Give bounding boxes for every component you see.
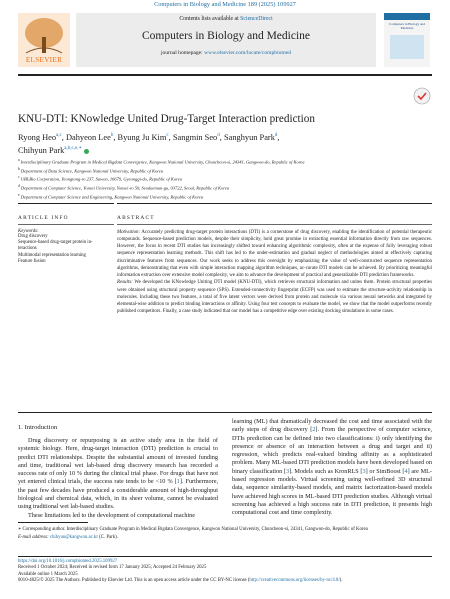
affiliation-item: $^b$ Department of Data Science, Kangwon National University, Republic of Korea [18,166,164,174]
corresponding-author-note: ∗ Corresponding author. Interdisciplinary Graduate Program in Medical Bigdata Convergence, Kangwon National University, Chuncheon-si, 24341, Gangwon-do, Republic of Korea [18,527,368,532]
author-affiliation-marker[interactable]: c [166,133,169,138]
citation-link[interactable]: 3 [285,467,290,475]
author-affiliation-marker[interactable]: a,c [56,133,62,138]
author-name[interactable]: Sanghyun Park [223,132,275,142]
abstract-text [117,229,432,316]
footnote [18,527,432,542]
intro-heading: 1. Introduction [18,424,58,431]
authors-line-1: Ryong Heo$^{a,c}$, Dahyeon Lee$^b$, Byung Ju Kim$^c$, Sangmin Seo$^d$, Sanghyun Park$^d$, [18,132,280,142]
elsevier-logo [18,13,70,67]
keyword-item: teractions [18,246,37,252]
journal-citation[interactable]: Computers in Biology and Medicine 189 (2025) 109927 [154,1,296,8]
article-history [18,559,432,585]
keyword-item: Multimodal representation learning [18,252,86,258]
cover-title: Computers in Biology and Medicine [389,22,425,30]
intro-column-1 [18,437,218,520]
license-link[interactable]: http://creativecommons.org/licenses/by-nc/4.0/ [249,578,340,584]
journal-cover[interactable] [384,13,430,67]
abstract-bottom-rule [18,412,432,413]
authors-line-2 [18,143,438,156]
journal-homepage: journal homepage: www.elsevier.com/locate/compbiomed [160,50,292,56]
sciencedirect-link[interactable]: ScienceDirect [240,16,273,22]
keyword-item: Sequence-based drug-target protein in- [18,240,93,245]
contents-line: Contents lists available at ScienceDirect [179,16,273,22]
cover-band [384,13,430,20]
results-text: We developed the KNowledge Uniting DTI model (KNU-DTI), which retrieves structural information and unites them. Protein structural properties were obtained using structural property sequence (SPS). Extended-connectivity fingerprint (ECFP) was used to estimate the structure-activity relationship in molecules. Including these two features, a total of five latent vectors were derived from protein and molecule via various neural networks and integrated by elemental-wise addition to predict binding interactions or affinity. Using four test concepts to evaluate the model, we show that the model outperforms recently published competitors. Finally, a case study indicated that our model has a competitive edge over existing docking simulations in some cases. [117,280,432,315]
abstract-rule [117,203,432,204]
motivation-text: Accurately predicting drug-target protein interactions (DTI) is a cornerstone of drug discovery, enabling the identification of potential therapeutic compounds. Sequence-based prediction models, despite their simplicity, hold great promise in extracting essential information directly from raw sequences. However, the focus in recent DTI studies has increasingly shifted toward enhancing algorithmic complexity, often at the expense of fully leveraging robust sequence representation learning methods. This shift has led to the under-estimation and gradual neglect of methodologies aimed at effectively capturing discriminative features from sequences. Our work seeks to address this oversight by emphasizing the value of well-constructed sequence representation algorithms, demonstrating that even with simple interaction mapping algorithm techniques, ac-curate DTI models can be achieved. By prioritizing meaningful information extraction over extensive model complexity, we aim to advance the development of practical and generalizable DTI prediction frameworks. [117,229,432,279]
author-name[interactable]: Byung Ju Kim [117,132,167,142]
available-online: Available online 1 March 2025 [18,571,78,577]
author-affiliation-marker[interactable]: d [274,133,278,138]
article-title: KNU-DTI: KNowledge United Drug-Target Interaction prediction [18,113,315,125]
author-affiliation-marker[interactable]: b [110,133,114,138]
abstract-section [117,215,435,316]
abstract-heading: ABSTRACT [117,215,155,221]
intro-column-2 [232,418,432,518]
motivation-label: Motivation: [117,229,141,235]
citation-link[interactable]: 1 [176,478,180,486]
author-affiliation-marker[interactable]: d [217,133,220,138]
affiliation-item: $^c$ UBLBio Corporation, Yeongtong-ro 237, Suwon, 16679, Gyeonggi-do, Republic of Korea [18,175,182,182]
check-updates-icon [412,86,432,106]
citation-link[interactable]: 4 [404,467,408,475]
received-dates: Received 1 October 2024; Received in revised form 17 January 2025; Accepted 24 February 2025 [18,565,207,571]
check-for-updates-button[interactable] [412,86,432,106]
citation-link[interactable]: 3 [362,467,366,475]
publisher-name: ELSEVIER [25,56,63,64]
author-name[interactable]: Dahyeon Lee [65,132,111,142]
doi-link[interactable]: https://doi.org/10.1016/j.compbiomed.2025.109927 [18,559,118,564]
affiliation-item: $^e$ Department of Computer Science and Engineering, Kangwon National University, Republic of Korea [18,192,204,200]
affiliation-item: $^a$ Interdisciplinary Graduate Program in Medical Bigdata Convergence, Kangwon National University, Chuncheon-si, 24341, Gangwon-do, Republic of Korea [18,158,305,165]
intro-paragraph-1: Drug discovery or repurposing is an active study area in the field of systemic biology. Here, drug-target interaction (DTI) prediction is crucial to predict DTI relationships. Despite the substantial amount of invested funding and time, traditional wet lab-based drug discovery research has recorded a success rate of only 10 % during the clinical trial phase. For drugs that have not yet entered clinical trials, the success rate tends to be <10 % [1]. Furthermore, the past few decades have produced a considerable amount of high-throughput biological and chemical data, which, in its sheer volume, cannot be evaluated using traditional wet lab-based studies. [18,437,218,511]
article-info-heading: ARTICLE INFO [18,215,69,221]
author-list [18,130,438,157]
keywords-label: Keywords: [18,228,39,234]
results-label: Results: [117,280,133,286]
info-rule [18,203,114,204]
email-link[interactable]: chihyun@kangwon.ac.kr [49,535,98,541]
homepage-link[interactable]: www.elsevier.com/locate/compbiomed [204,50,292,56]
affiliation-item: $^d$ Department of Computer Science, Yonsei University, Yonsei-ro 50, Seodaemun-gu, 03722, Seoul, Republic of Korea [18,184,230,191]
keyword-item: Drug discovery [18,233,48,239]
intro-paragraph-3: learning (ML) that dramatically decreased the cost and time associated with the early steps of drug discovery [2]. From the perspective of computer science, DTIs prediction can be defined into two classifications: i) only identifying the presence or absence of an interaction between a drug and target and ii) regression, which predicts real-valued binding affinity as a sophisticated problem. Many ML-based DTI prediction models have been developed based on binary classification [3]. Models such as KronRLS [3] or SimBoost [4] are ML-based regression models. Virtual screening using well-refined 3D structural data, sequence similarity-based models, and matrix factorization-based models have achieved high scores in ML-based DTI prediction studies. Although virtual screening has achieved a high success rate in DTI prediction, it presents high computational cost and time complexity. [232,418,432,517]
abstract-underline [117,224,432,225]
article-info [18,215,122,266]
email-line: E-mail address: chihyun@kangwon.ac.kr (C. Park). [18,535,118,541]
author-name[interactable]: Ryong Heo [18,132,57,142]
footnote-rule [18,522,88,523]
cover-image [390,35,424,59]
citation-link[interactable]: 2 [312,426,316,434]
author-name[interactable]: Sangmin Seo [172,132,218,142]
author-name[interactable]: Chihyun Park [18,146,65,156]
intro-paragraph-2: These limitations led to the development of computational machine [28,511,196,519]
bottom-rule [18,556,432,557]
affiliations [18,157,432,201]
journal-header [18,13,432,67]
keyword-list [18,234,122,266]
article-info-underline [18,224,114,225]
license-note: 0010-4825/© 2025 The Authors. Published by Elsevier Ltd. This is an open access article under the CC BY-NC license (http://creativecommons.org/licenses/by-nc/4.0/). [18,578,343,584]
email-icon[interactable] [84,149,89,154]
keyword-item: Feature fusion [18,259,46,265]
journal-banner [76,13,376,67]
header-rule [18,74,432,76]
journal-name: Computers in Biology and Medicine [141,30,310,42]
author-affiliation-marker[interactable]: a,b,c,e,∗ [64,146,82,152]
